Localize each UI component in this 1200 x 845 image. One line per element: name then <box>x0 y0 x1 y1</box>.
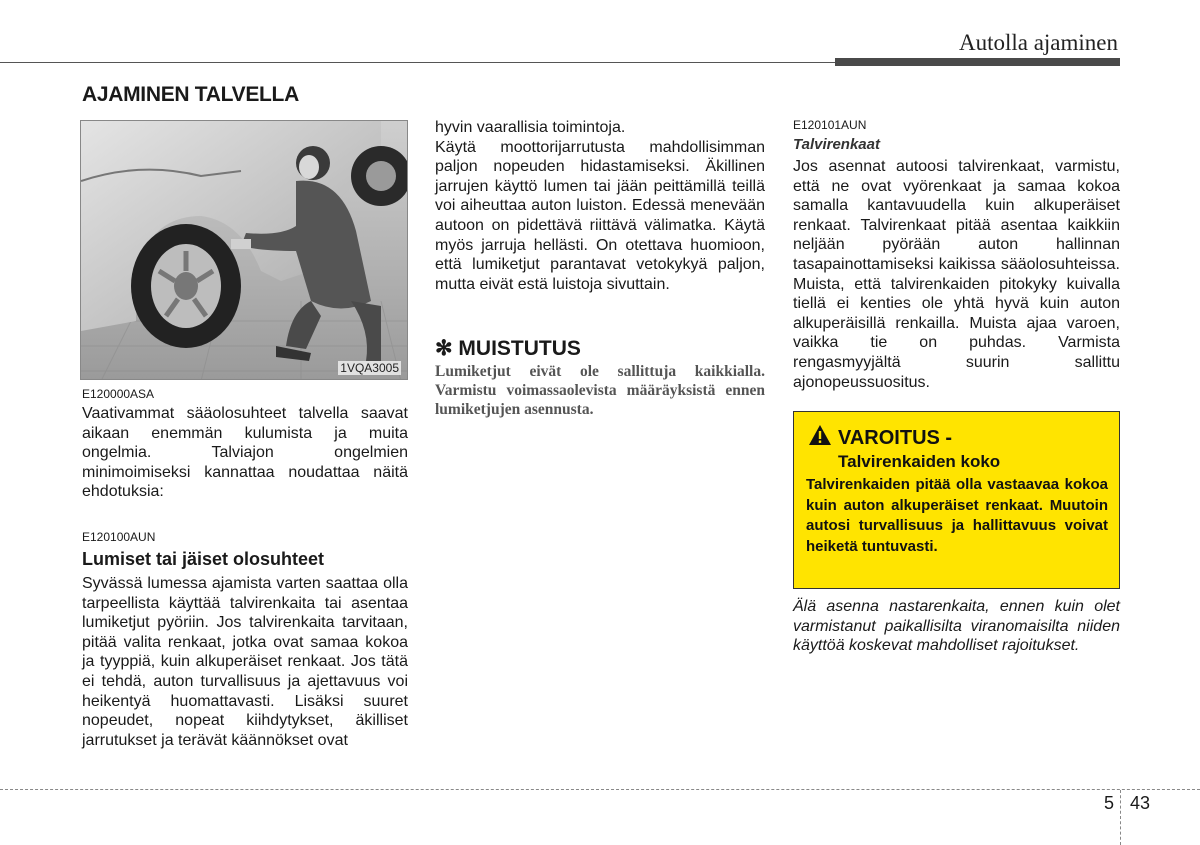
paragraph: Vaativammat sääolosuhteet talvella saavat aikaan enemmän kulumista ja muita ongelmia. Talviajon ongelmien minimoimiseksi kannattaa noudattaa näitä ehdotuksia: <box>82 405 408 501</box>
section-heading: AJAMINEN TALVELLA <box>82 83 299 106</box>
section-code: E120000ASA <box>82 387 155 401</box>
warning-body: Talvirenkaiden pitää olla vastaavaa kokoa kuin auton alkuperäiset renkaat. Muutoin autosi turvallisuus ja hallittavuus voivat heiketä tuntuvasti. <box>806 476 1108 555</box>
paragraph: Syvässä lumessa ajamista varten saattaa olla tarpeellista käyttää talvirenkaita tai asentaa lumiketjut pyöriin. Jos talvirenkaita tarvitaan, pitää valita renkaat, jotka ovat samaa kokoa ja tyyppiä, kuin alkuperäiset renkaat. Jos tätä ei tehdä, auton turvallisuus ja ajettavuus voi heikentyä huomattavasti. Lisäksi suuret nopeudet, nopeat kiihdytykset, äkilliset jarrutukset ja terävät käännökset ovat <box>82 575 408 749</box>
footer-divider <box>0 789 1200 790</box>
illustration <box>80 120 408 380</box>
note-body: Lumiketjut eivät ole sallittuja kaikkialla. Varmistu voimassaolevista määräyksistä ennen lumiketjujen asennusta. <box>435 363 765 418</box>
warning-subtitle: Talvirenkaiden koko <box>838 452 1001 471</box>
chapter-number: 5 <box>1104 793 1115 813</box>
italic-note: Älä asenna nastarenkaita, ennen kuin olet varmistanut paikallisilta viranomaisilta niiden käyttöä koskevat mahdolliset rajoitukset. <box>793 598 1120 655</box>
column-3 <box>793 118 1120 392</box>
warning-title: VAROITUS - <box>838 427 953 449</box>
column-2 <box>435 118 765 294</box>
warning-box <box>793 411 1120 589</box>
paragraph: Käytä moottorijarrutusta mahdollisimman paljon nopeuden hidastamiseksi. Äkillinen jarrujen käyttö lumen tai jään peittämillä teillä voi aiheuttaa auton luiston. Edessä menevään autoon on pidettävä riittävä välimatka. Käytä myös jarruja hellästi. On otettava huomioon, että lumiketjut parantavat vetokykyä paljon, mutta eivät estä luistoja sivuttain. <box>435 138 765 293</box>
subheading: Talvirenkaat <box>793 136 880 153</box>
header-title: Autolla ajaminen <box>958 30 1118 55</box>
page-number: 43 <box>1130 793 1151 813</box>
warning-icon <box>808 424 832 446</box>
note-heading: ✻ MUISTUTUS <box>435 337 581 360</box>
column-1 <box>82 387 408 502</box>
paragraph: hyvin vaarallisia toimintoja. <box>435 119 626 136</box>
header-rule <box>0 62 835 63</box>
section-code: E120101AUN <box>793 118 867 132</box>
illustration-code: 1VQA3005 <box>340 361 399 375</box>
footer-divider-vertical <box>1120 790 1121 845</box>
header-rule-bar <box>835 58 1120 66</box>
subheading: Lumiset tai jäiset olosuhteet <box>82 549 325 569</box>
column-1-section <box>82 530 408 750</box>
section-code: E120100AUN <box>82 530 156 544</box>
woman-checking-tire-image <box>81 121 408 380</box>
paragraph: Jos asennat autoosi talvirenkaat, varmistu, että ne ovat vyörenkaat ja samaa kokoa samalla kantavuudella kuin alkuperäiset renkaat. Talvirenkaat pitää asentaa kaikkiin neljään pyörään auton hallinnan tasapainottamiseksi kaikissa sääolosuhteissa. Muista, että talvirenkaiden pitokyky kuivalla tiellä ei kenties ole yhtä hyvä kuin auton alkuperäisillä renkailla. Muista ajaa varoen, vaikka tie on puhdas. Varmista rengasmyyjältä suurin sallittu ajonopeussuositus. <box>793 158 1120 391</box>
